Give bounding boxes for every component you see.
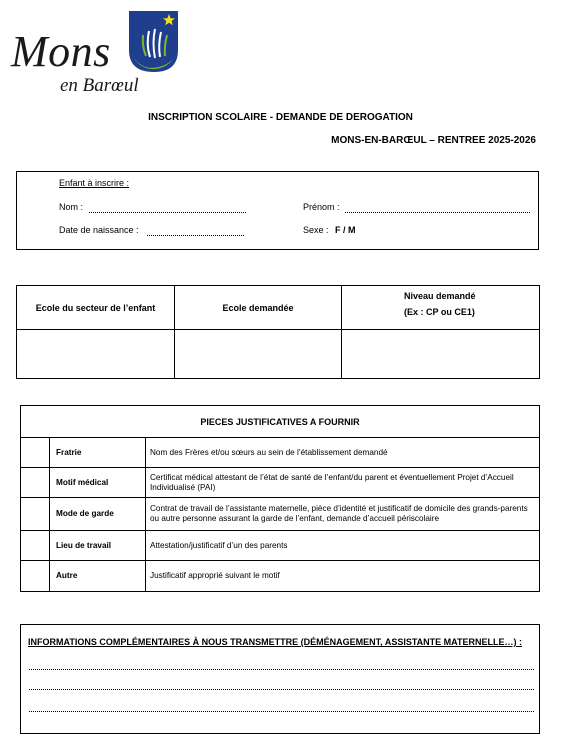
info-line[interactable]	[29, 711, 534, 712]
info-line[interactable]	[29, 669, 534, 670]
checkbox-cell[interactable]	[21, 498, 50, 531]
info-line[interactable]	[29, 689, 534, 690]
document-title: INSCRIPTION SCOLAIRE - DEMANDE DE DEROGATION	[148, 112, 413, 123]
row-description: Certificat médical attestant de l’état de santé de l’enfant/du parent et éventuellement Projet d’Accueil Individualisé (PAI)	[146, 468, 540, 498]
demandee-header: Ecole demandée	[175, 286, 342, 330]
prenom-field[interactable]	[345, 212, 530, 213]
logo-subtext: en Barœul	[60, 75, 139, 96]
table-row	[21, 498, 540, 531]
row-description: Contrat de travail de l’assistante maternelle, pièce d’identité et justificatif de domicile des grands-parents ou autre personne assurant la garde de l’enfant, demande d’accueil périscolaire	[146, 498, 540, 531]
row-description: Attestation/justificatif d’un des parents	[146, 531, 540, 561]
table-row	[21, 468, 540, 498]
documents-table-title: PIECES JUSTIFICATIVES A FOURNIR	[21, 406, 540, 438]
niveau-header: Niveau demandé (Ex : CP ou CE1)	[342, 286, 540, 330]
row-label: Fratrie	[50, 438, 146, 468]
logo-text: Mons	[11, 27, 111, 76]
row-label: Lieu de travail	[50, 531, 146, 561]
secteur-cell[interactable]	[17, 330, 175, 379]
row-description: Nom des Frères et/ou sœurs au sein de l’établissement demandé	[146, 438, 540, 468]
additional-info-box	[20, 624, 540, 734]
naissance-label: Date de naissance :	[59, 225, 139, 235]
table-row	[21, 438, 540, 468]
documents-table	[20, 405, 540, 592]
school-request-table	[16, 285, 540, 379]
row-description: Justificatif approprié suivant le motif	[146, 561, 540, 592]
row-label: Autre	[50, 561, 146, 592]
nom-field[interactable]	[89, 212, 246, 213]
checkbox-cell[interactable]	[21, 561, 50, 592]
niveau-cell[interactable]	[342, 330, 540, 379]
document-subtitle: MONS-EN-BARŒUL – RENTREE 2025-2026	[331, 135, 536, 146]
checkbox-cell[interactable]	[21, 531, 50, 561]
naissance-field[interactable]	[147, 235, 244, 236]
child-heading: Enfant à inscrire :	[59, 178, 130, 188]
sexe-label: Sexe :	[303, 225, 329, 235]
checkbox-cell[interactable]	[21, 438, 50, 468]
demandee-cell[interactable]	[175, 330, 342, 379]
additional-info-heading: INFORMATIONS COMPLÉMENTAIRES À NOUS TRANSMETTRE (DÉMÉNAGEMENT, ASSISTANTE MATERNELLE…) :	[28, 637, 522, 647]
table-row	[21, 561, 540, 592]
row-label: Motif médical	[50, 468, 146, 498]
row-label: Mode de garde	[50, 498, 146, 531]
secteur-header: Ecole du secteur de l’enfant	[17, 286, 175, 330]
child-info-box	[16, 171, 539, 250]
logo-emblem	[129, 11, 178, 73]
nom-label: Nom :	[59, 202, 84, 212]
prenom-label: Prénom :	[303, 202, 340, 212]
sexe-options[interactable]: F / M	[335, 225, 356, 235]
checkbox-cell[interactable]	[21, 468, 50, 498]
table-row	[21, 531, 540, 561]
